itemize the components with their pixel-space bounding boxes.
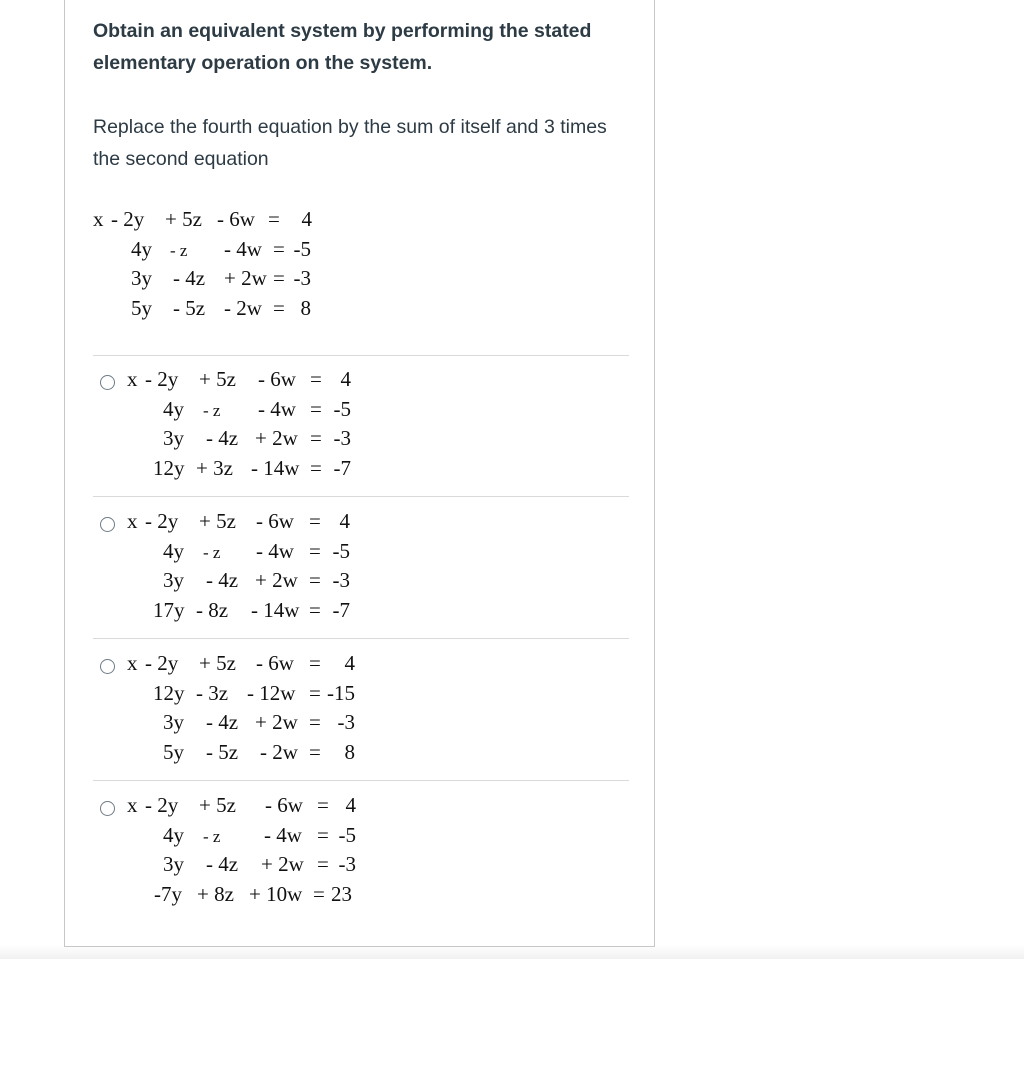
option-term-z: - 4z (206, 568, 239, 592)
option-term-y: 4y (163, 396, 184, 421)
option-term-y: 3y (163, 426, 184, 450)
option-rhs: -5 (338, 822, 356, 847)
option-term-z: - 4z (206, 852, 239, 876)
option-rhs: -7 (333, 455, 351, 480)
option-equals: = (310, 455, 322, 480)
answer-option-c[interactable] (93, 647, 629, 777)
system-equals: = (273, 266, 285, 290)
option-rhs: 4 (345, 793, 356, 817)
option-term-x: x (127, 509, 138, 533)
option-term-z: - 8z (196, 597, 229, 622)
option-term-z: - 3z (196, 680, 229, 705)
option-rhs: -5 (332, 538, 350, 563)
option-equals: = (317, 793, 329, 817)
option-term-w: + 10w (249, 881, 303, 906)
system-equals: = (273, 295, 285, 320)
option-equation-row (127, 708, 355, 738)
option-term-z: + 8z (197, 881, 234, 906)
option-term-y: 3y (163, 852, 184, 876)
option-term-w: - 2w (260, 739, 298, 764)
option-rhs: 4 (339, 509, 350, 533)
option-equation-row (127, 537, 350, 567)
option-equation-row (127, 424, 351, 454)
option-term-w: - 14w (251, 597, 300, 622)
option-term-w: - 6w (256, 509, 294, 533)
option-equals: = (317, 822, 329, 847)
option-a-system (127, 365, 427, 485)
radio-button[interactable] (100, 375, 115, 390)
option-equation-row (127, 365, 351, 395)
option-rhs: -7 (332, 597, 350, 622)
option-rhs: 4 (340, 367, 351, 391)
option-equals: = (309, 739, 321, 764)
option-equation-row (127, 454, 351, 484)
option-term-x: x (127, 651, 138, 675)
option-term-y: 4y (163, 538, 184, 563)
option-term-w: - 14w (251, 455, 300, 480)
option-b-system (127, 507, 427, 627)
system-term-w: - 2w (224, 295, 262, 320)
option-term-z: + 5z (199, 509, 236, 533)
option-rhs: -3 (338, 852, 356, 876)
option-term-y: -7y (154, 881, 182, 906)
radio-button[interactable] (100, 517, 115, 532)
option-equation-row (127, 679, 355, 709)
option-equation-row (127, 596, 350, 626)
system-rhs: 4 (301, 207, 312, 231)
option-term-y: - 2y (145, 651, 179, 675)
option-divider (93, 780, 629, 781)
option-equals: = (310, 367, 322, 391)
option-term-w: + 2w (261, 852, 304, 876)
option-equation-row (127, 649, 355, 679)
system-term-z: - 4z (173, 266, 206, 290)
system-equation-row (93, 235, 311, 265)
option-term-y: 4y (163, 822, 184, 847)
option-equals: = (313, 881, 325, 906)
option-equation-row (127, 566, 350, 596)
radio-button[interactable] (100, 801, 115, 816)
option-equals: = (309, 538, 321, 563)
system-equation-row (93, 264, 311, 294)
system-rhs: -3 (293, 266, 311, 290)
system-rhs: -5 (293, 236, 311, 261)
option-equation-row (127, 507, 350, 537)
option-term-w: + 2w (255, 710, 298, 734)
radio-button[interactable] (100, 659, 115, 674)
option-rhs: -5 (333, 396, 351, 421)
option-equals: = (309, 651, 321, 675)
option-equation-row (127, 738, 355, 768)
system-term-x: x (93, 207, 104, 231)
option-equation-row (127, 395, 351, 425)
system-term-y: 4y (131, 236, 152, 261)
system-equation-row (93, 205, 312, 235)
option-equals: = (309, 568, 321, 592)
option-term-w: - 4w (264, 822, 302, 847)
answer-option-b[interactable] (93, 505, 629, 635)
system-equals: = (268, 207, 280, 231)
system-term-w: - 4w (224, 236, 262, 261)
system-term-y: - 2y (111, 207, 145, 231)
option-term-y: 5y (163, 739, 184, 764)
system-term-w: + 2w (224, 266, 267, 290)
option-term-w: - 6w (265, 793, 303, 817)
option-term-y: - 2y (145, 509, 179, 533)
option-equals: = (309, 597, 321, 622)
option-divider (93, 355, 629, 356)
question-prompt: Obtain an equivalent system by performing the stated elementary operation on the system. (93, 20, 592, 74)
answer-option-a[interactable] (93, 363, 629, 493)
option-equals: = (309, 680, 321, 705)
option-d-system (127, 791, 427, 911)
option-term-z: - 5z (206, 739, 239, 764)
option-equals: = (317, 852, 329, 876)
option-rhs: 23 (331, 881, 352, 906)
system-term-w: - 6w (217, 207, 255, 231)
option-term-z: + 5z (199, 367, 236, 391)
option-divider (93, 496, 629, 497)
option-term-y: - 2y (145, 793, 179, 817)
option-term-y: 12y (153, 680, 185, 705)
system-term-y: 5y (131, 295, 152, 320)
option-equation-row (127, 850, 356, 880)
option-equals: = (309, 509, 321, 533)
system-equals: = (273, 236, 285, 261)
option-rhs: -3 (332, 568, 350, 592)
option-equation-row (127, 880, 352, 910)
option-term-z: - z (203, 542, 221, 562)
option-term-w: + 2w (255, 568, 298, 592)
option-equals: = (309, 710, 321, 734)
option-rhs: -15 (327, 680, 355, 705)
option-equals: = (310, 426, 322, 450)
question-card (64, 0, 655, 947)
option-term-w: - 4w (258, 396, 296, 421)
option-term-z: - z (203, 400, 221, 420)
option-term-y: 3y (163, 568, 184, 592)
option-term-w: - 4w (256, 538, 294, 563)
option-term-x: x (127, 367, 138, 391)
option-c-system (127, 649, 427, 769)
option-term-y: 3y (163, 710, 184, 734)
system-term-z: - z (170, 240, 188, 260)
option-term-z: + 5z (199, 793, 236, 817)
option-term-y: - 2y (145, 367, 179, 391)
option-term-z: + 3z (196, 455, 233, 480)
option-equals: = (310, 396, 322, 421)
option-rhs: 4 (344, 651, 355, 675)
system-term-z: + 5z (165, 207, 202, 231)
option-term-w: + 2w (255, 426, 298, 450)
option-term-z: - z (203, 826, 221, 846)
system-term-y: 3y (131, 266, 152, 290)
option-equation-row (127, 821, 356, 851)
original-system (93, 205, 393, 325)
system-term-z: - 5z (173, 295, 206, 320)
option-term-z: + 5z (199, 651, 236, 675)
option-term-y: 17y (153, 597, 185, 622)
system-rhs: 8 (300, 295, 311, 320)
option-term-z: - 4z (206, 710, 239, 734)
answer-option-d[interactable] (93, 789, 629, 919)
option-rhs: 8 (344, 739, 355, 764)
option-rhs: -3 (337, 710, 355, 734)
option-term-z: - 4z (206, 426, 239, 450)
option-term-y: 12y (153, 455, 185, 480)
option-term-x: x (127, 793, 138, 817)
option-equation-row (127, 791, 356, 821)
option-rhs: -3 (333, 426, 351, 450)
system-equation-row (93, 294, 311, 324)
option-term-w: - 6w (258, 367, 296, 391)
option-term-w: - 6w (256, 651, 294, 675)
option-term-w: - 12w (247, 680, 296, 705)
option-divider (93, 638, 629, 639)
question-instruction: Replace the fourth equation by the sum of itself and 3 times the second equation (93, 116, 607, 170)
